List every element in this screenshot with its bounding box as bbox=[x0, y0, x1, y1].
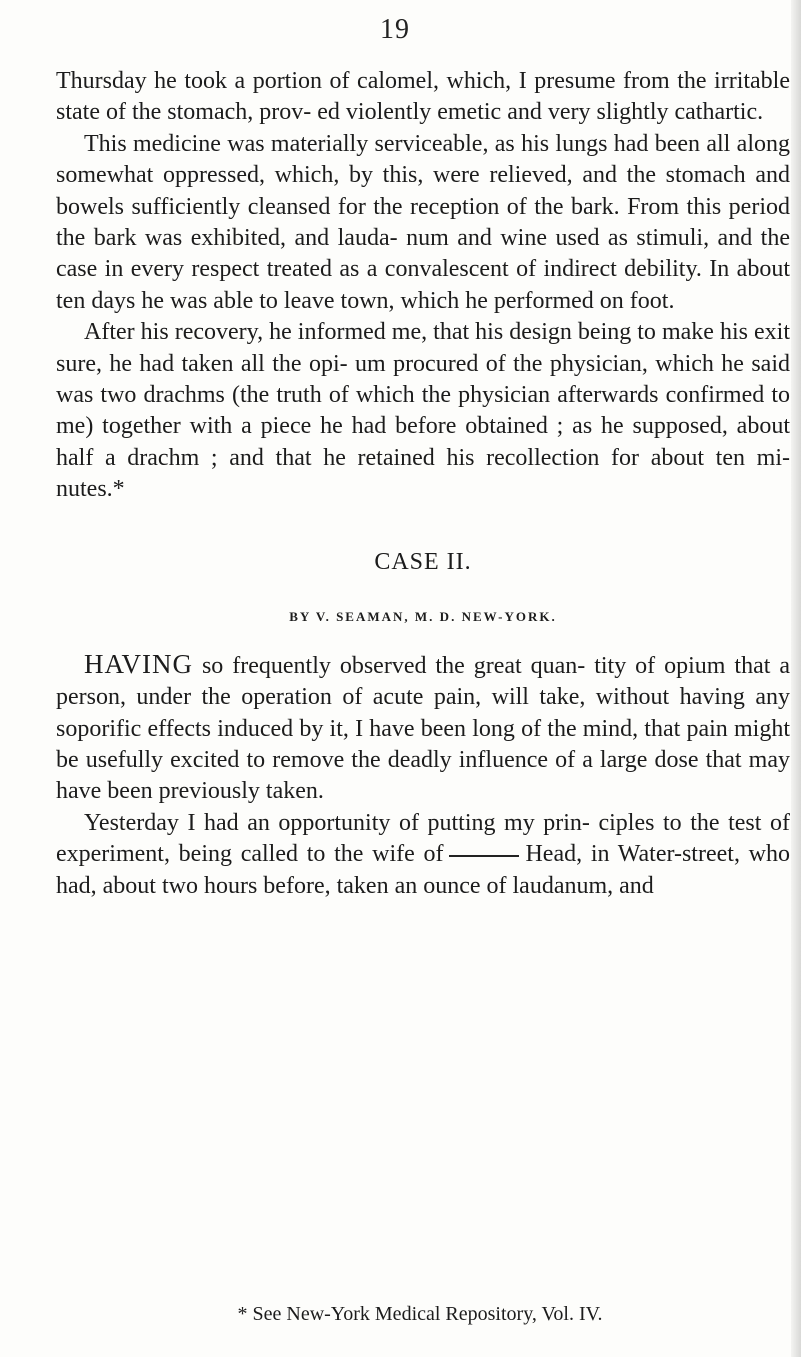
lead-word: HAVING bbox=[84, 648, 194, 679]
name-omitted-dash bbox=[449, 855, 519, 857]
page-edge bbox=[791, 0, 801, 1357]
paragraph-yesterday bbox=[56, 808, 790, 902]
paragraph-thursday: Thursday he took a portion of calomel, which, I presume from the irritable state of the stomach, prov- ed violently emetic and very slightly cathartic. bbox=[56, 68, 790, 126]
lead-text: so frequently observed the great quan- tity of opium that a person, under the operation of acute pain, will take, without having any soporific effects induced by it, I have been long of the mind, that pain might be usefully excited to remove the deadly influence of a large dose that may have been previously taken. bbox=[56, 652, 790, 805]
footnote: * See New-York Medical Repository, Vol. IV. bbox=[237, 1303, 603, 1325]
page-number: 19 bbox=[380, 14, 410, 45]
body-text bbox=[56, 66, 790, 902]
case-heading: CASE II. bbox=[374, 548, 472, 575]
paragraph-medicine: This medicine was materially serviceable, as his lungs had been all along somewhat oppressed, which, by this, were relieved, and the stomach and bowels sufficiently cleansed for the reception of the bark. From this period the bark was exhibited, and lauda- num and wine used as stimuli, and the case in every respect treated as a convalescent of indirect debility. In about ten days he was able to leave town, which he performed on foot. bbox=[56, 130, 790, 314]
paragraph-recovery: After his recovery, he informed me, that his design being to make his exit sure, he had taken all the opi- um procured of the physician, which he said was two drachms (the truth of which the physician afterwards confirmed to me) together with a piece he had before obtained ; as he supposed, about half a drachm ; and that he retained his recollection for about ten mi- nutes.* bbox=[56, 319, 790, 503]
yesterday-text-end: Head, in Water-street, who had, about two hours before, taken an ounce of laudanum, and bbox=[56, 841, 790, 899]
yesterday-text-start: Yesterday I had an opportunity of putting my prin- ciples to the test of experiment, being called to the wife of bbox=[56, 809, 790, 868]
case-byline: BY V. SEAMAN, M. D. NEW-YORK. bbox=[289, 608, 557, 624]
paragraph-having bbox=[56, 649, 790, 808]
